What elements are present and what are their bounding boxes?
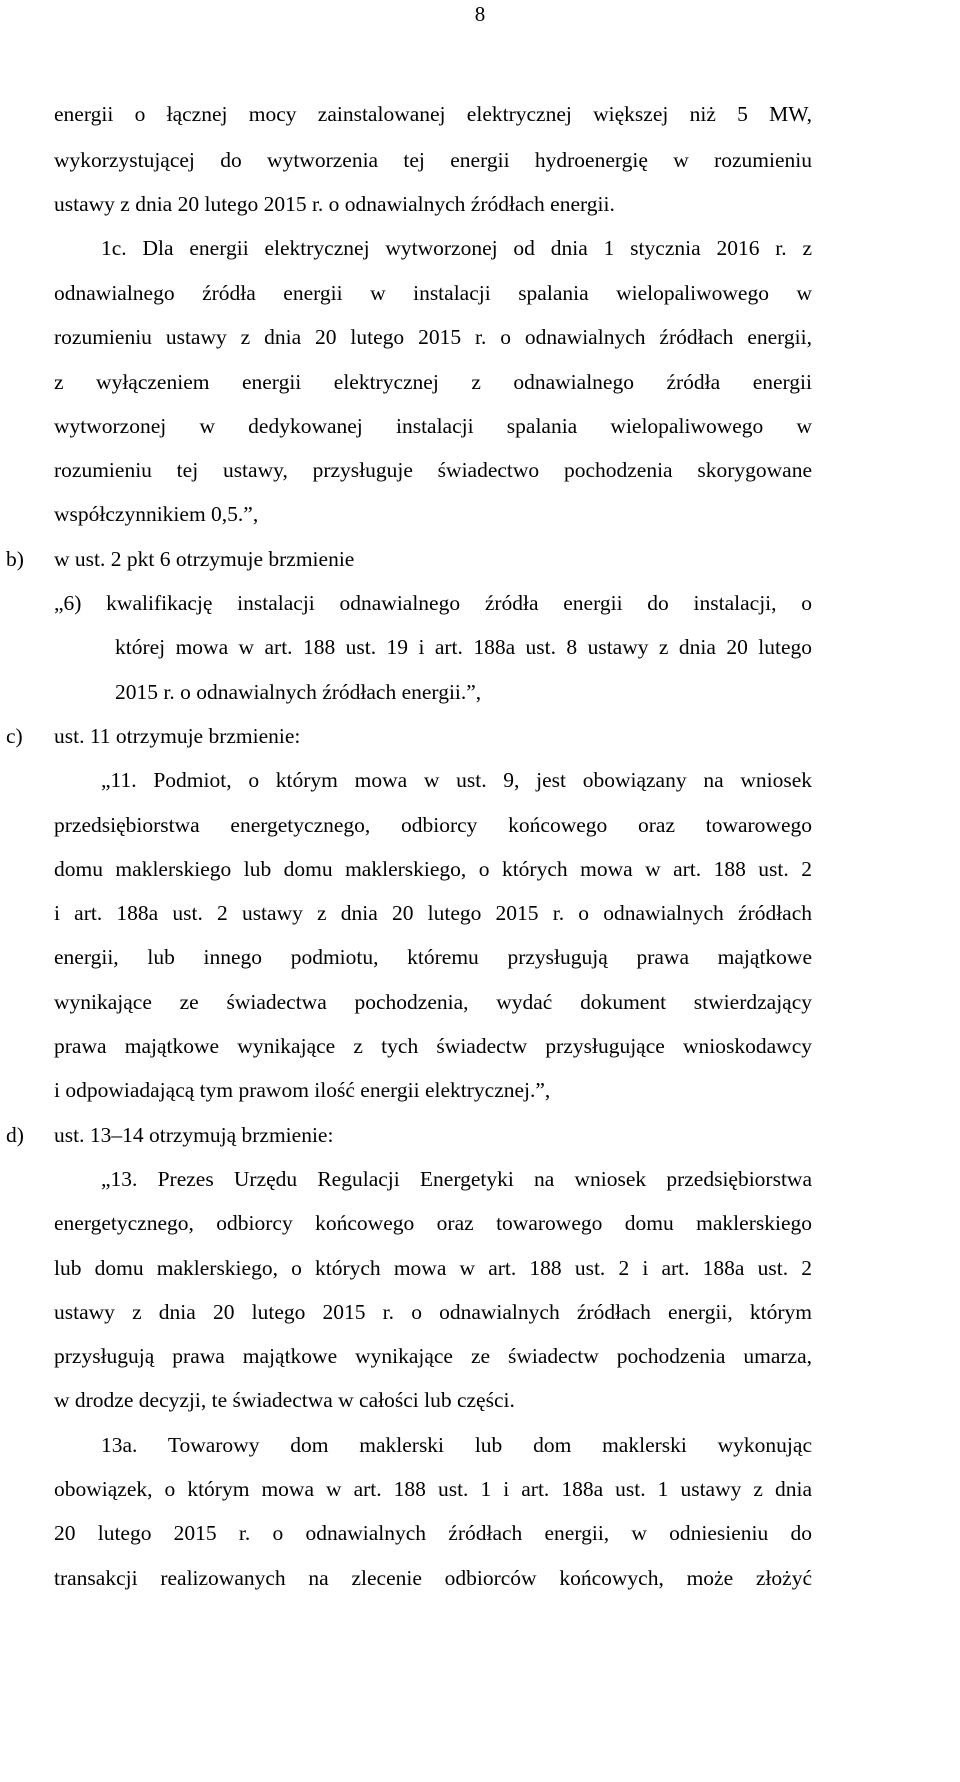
list-marker: c) xyxy=(6,724,23,748)
text-line: lub domu maklerskiego, o których mowa w art. 188 ust. 2 i art. 188a ust. 2 xyxy=(54,1256,812,1280)
page-number: 8 xyxy=(474,2,486,26)
text-line: „13. Prezes Urzędu Regulacji Energetyki na wniosek przedsiębiorstwa xyxy=(101,1167,812,1191)
text-line: odnawialnego źródła energii w instalacji spalania wielopaliwowego w xyxy=(54,281,812,305)
text-line: ust. 13–14 otrzymują brzmienie: xyxy=(54,1123,334,1147)
text-line: 1c. Dla energii elektrycznej wytworzonej od dnia 1 stycznia 2016 r. z xyxy=(101,236,812,260)
text-line: wykorzystującej do wytworzenia tej energii hydroenergię w rozumieniu xyxy=(54,148,812,172)
text-line: ustawy z dnia 20 lutego 2015 r. o odnawialnych źródłach energii, którym xyxy=(54,1300,812,1324)
text-line: prawa majątkowe wynikające z tych świadectw przysługujące wnioskodawcy xyxy=(54,1034,812,1058)
text-line: i odpowiadającą tym prawom ilość energii elektrycznej.”, xyxy=(54,1078,551,1102)
text-line: i art. 188a ust. 2 ustawy z dnia 20 lutego 2015 r. o odnawialnych źródłach xyxy=(54,901,812,925)
text-line: przysługują prawa majątkowe wynikające ze świadectw pochodzenia umarza, xyxy=(54,1344,812,1368)
text-line: transakcji realizowanych na zlecenie odbiorców końcowych, może złożyć xyxy=(54,1566,812,1590)
list-marker: b) xyxy=(6,547,24,571)
text-line: przedsiębiorstwa energetycznego, odbiorcy końcowego oraz towarowego xyxy=(54,813,812,837)
text-line: rozumieniu tej ustawy, przysługuje świadectwo pochodzenia skorygowane xyxy=(54,458,812,482)
text-line: domu maklerskiego lub domu maklerskiego, o których mowa w art. 188 ust. 2 xyxy=(54,857,812,881)
text-line: energii, lub innego podmiotu, któremu przysługują prawa majątkowe xyxy=(54,945,812,969)
text-line: wytworzonej w dedykowanej instalacji spalania wielopaliwowego w xyxy=(54,414,812,438)
text-line: z wyłączeniem energii elektrycznej z odnawialnego źródła energii xyxy=(54,370,812,394)
text-line: współczynnikiem 0,5.”, xyxy=(54,502,259,526)
text-line: 13a. Towarowy dom maklerski lub dom maklerski wykonując xyxy=(101,1433,812,1457)
text-line: ustawy z dnia 20 lutego 2015 r. o odnawialnych źródłach energii. xyxy=(54,192,615,216)
text-line: 2015 r. o odnawialnych źródłach energii.”, xyxy=(115,680,482,704)
text-line: 20 lutego 2015 r. o odnawialnych źródłach energii, w odniesieniu do xyxy=(54,1521,812,1545)
text-line: „6) kwalifikację instalacji odnawialnego źródła energii do instalacji, o xyxy=(54,591,812,615)
text-line: energii o łącznej mocy zainstalowanej elektrycznej większej niż 5 MW, xyxy=(54,102,812,126)
text-line: w drodze decyzji, te świadectwa w całości lub części. xyxy=(54,1388,515,1412)
text-line: obowiązek, o którym mowa w art. 188 ust. 1 i art. 188a ust. 1 ustawy z dnia xyxy=(54,1477,812,1501)
text-line: w ust. 2 pkt 6 otrzymuje brzmienie xyxy=(54,547,355,571)
text-line: której mowa w art. 188 ust. 19 i art. 188a ust. 8 ustawy z dnia 20 lutego xyxy=(115,635,812,659)
text-line: wynikające ze świadectwa pochodzenia, wydać dokument stwierdzający xyxy=(54,990,812,1014)
text-line: energetycznego, odbiorcy końcowego oraz towarowego domu maklerskiego xyxy=(54,1211,812,1235)
text-line: „11. Podmiot, o którym mowa w ust. 9, jest obowiązany na wniosek xyxy=(101,768,812,792)
list-marker: d) xyxy=(6,1123,24,1147)
text-line: ust. 11 otrzymuje brzmienie: xyxy=(54,724,301,748)
text-line: rozumieniu ustawy z dnia 20 lutego 2015 r. o odnawialnych źródłach energii, xyxy=(54,325,812,349)
